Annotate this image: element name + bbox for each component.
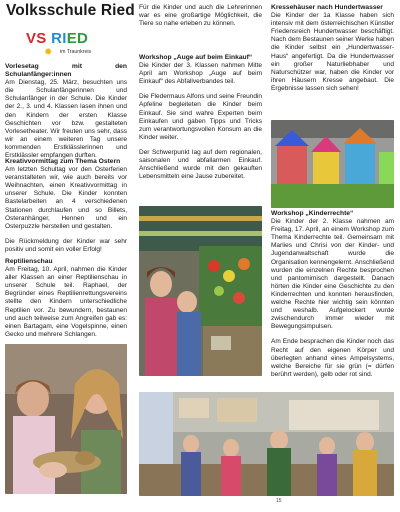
article-body: Am Ende besprachen die Kinder noch das Recht auf den eigenen Körper und überlegten anhand eines Ampelsystems, welche Bereiche für sie grün (= dürfen berührt werden), gelb oder rot sind. [271,338,394,378]
logo-wordmark: VS RIED [26,30,89,47]
article-header: Reptilienschau [5,258,53,265]
photo-childrens-rights [139,392,394,496]
page-title: Volksschule Ried [6,2,135,19]
article-header: Kreativvormittag zum Thema Ostern [5,158,121,165]
article-reptilienschau [5,258,127,339]
article-body: Die Kinder der 3. Klassen nahmen Mitte April am Workshop „Auge auf beim Einkauf“ des Abfallverbandes teil. [139,62,262,86]
article-body: Die Rückmeldung der Kinder war sehr positiv und somit ein voller Erfolg! [5,237,127,253]
article-kressehaeuser [271,4,394,93]
article-header: Vorlesetag mit den Schulanfänger:innen [5,63,127,79]
article-body: Die Kinder der 2. Klasse nahmen am Freitag, 17. April, an einem Workshop zum Thema Kinderrechte teil. Gemeinsam mit Marlies und Chrisi von der Kinder- und Jugendanwaltschaft wurde die Organisation kennengelernt. Anschließend wurden die einzelnen Rechte besprochen und pantomimisch dargestellt. Danach hörten die Kinder eine Geschichte zu den Kinderrechten und konnten herausfinden, welche Rechte hier wichtig sein könnten und weshalb. Aufgelockert wurde zwischendurch immer wieder mit Bewegungsimpulsen. [271,218,394,331]
article-body: Die Kinder der 1a Klasse haben sich intensiv mit dem österreichischen Künstler Friedensreich Hundertwasser beschäftigt. Nach dem Bestaunen seiner Werke haben die Kinder selbst ein „Hundertwasser-Haus“ angefertigt. Da die Hundertwasser ein großer Naturliebhaber und Naturschützer war, haben die Kinder vor ihren Häusern Kresse angebaut. Die Ergebnisse lassen sich sehen! [271,12,394,92]
article-header: Workshop „Auge auf beim Einkauf“ [139,54,253,61]
article-body: Die Fledermaus Alfons und seine Freundin Apfeline begleiteten die Kinder beim Einkauf. Sie sind wahre Experten beim Einkaufen und gaben Tipps und Tricks zum verantwortungsvollen Konsum an die Kinder weiter. [139,93,262,141]
article-intro [139,4,262,28]
article-vorlesetag [5,63,127,160]
article-kinderrechte [271,210,394,379]
sun-icon: ✹ [44,47,53,58]
article-body: Am Freitag, 10. April, nahmen die Kinder aller Klassen an einer Reptilienschau in unserer Schule teil. Raphael, der Begründer eines Reptilienrettungsvereins stellte den Kindern unterschiedliche Reptilien vor. Zu bewundern, bestaunen und auch teilweise zum Angreifen gab es: einen Bartagam, eine Vogelspinne, einen Gecko und mehrere Schlangen. [5,266,127,338]
photo-reptile-show [5,344,127,494]
article-body: Der Schwerpunkt lag auf dem regionalen, saisonalen und abfallarmen Einkauf. Anschließend wurde mit den gekauften Lebensmitteln eine Jause zubereitet. [139,148,262,181]
article-body: Für die Kinder und auch die Lehrerinnen war es eine großartige Möglichkeit, die Tiere so nahe erleben zu können. [139,4,262,28]
school-logo [26,30,102,56]
logo-subtitle: im Traunkreis [60,49,92,55]
article-body: Am letzten Schultag vor den Osterferien veranstalteten wir, wie auch bereits vor Weihnachten, einen Kreativvormittag in unserer Schule. Die Kinder konnten Bastelarbeiten an 4 verschiedenen Stationen durchlaufen und so Billets, Osteranhänger, Hennen und ein Osterpuzzle herstellen und gestalten. [5,166,127,230]
article-body: Am Dienstag, 25. März, besuchten uns die Schulanfängerinnen und Schulanfänger in der Schule. Die Kinder der 2., 3. und 4. Klassen lasen ihnen und den Kindern der ersten Klasse Geschichten vor bzw. gestalteten Vorlesetheater. Wir freuten uns sehr, dass wir an einem weiteren Tag unsere kommenden Erstklässlerinnen und Erstklässler empfangen durften. [5,79,127,160]
photo-cress-houses [271,120,394,208]
page-number: 15 [276,498,282,504]
photo-shopping-workshop [139,206,262,376]
article-kreativvormittag [5,158,127,254]
article-header: Kressehäuser nach Hundertwasser [271,4,383,11]
article-einkauf [139,54,262,181]
article-header: Workshop „Kinderrechte“ [271,210,354,217]
